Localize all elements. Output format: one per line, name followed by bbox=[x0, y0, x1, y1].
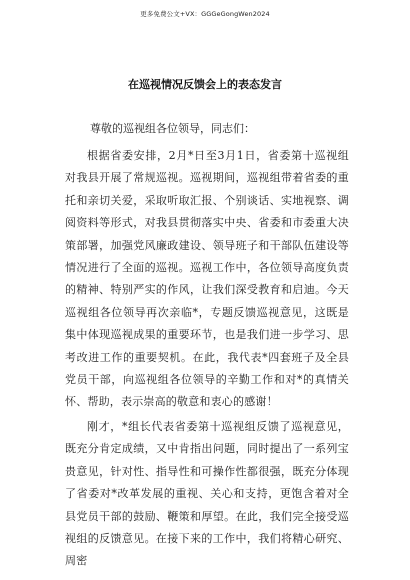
salutation: 尊敬的巡视组各位领导，同志们： bbox=[90, 122, 255, 135]
paragraph-2: 刚才，*组长代表省委第十巡视组反馈了巡视意见，既充分肯定成绩，又中肯指出问题，同时提出了一系列宝贵意见，针对性、指导性和可操作性都很强，既充分体现了省委对*改革发展的重视、关心和支持，更饱含着对全县党员干部的鼓励、鞭策和厚望。在此，我们完全接受巡视组的反馈意见。在接下来的工作中，我们将精心研究、周密 bbox=[65, 419, 349, 568]
paragraph-1: 根据省委安排，2月*日至3月1日，省委第十巡视组对我县开展了常规巡视。巡视期间，巡视组带着省委的重托和亲切关爱，采取听取汇报、个别谈话、实地视察、调阅资料等形式，对我县贯彻落实中央、省委和市委重大决策部署，加强党风廉政建设、领导班子和干部队伍建设等情况进行了全面的巡视。巡视工作中，各位领导高度负责的精神、特别严实的作风，让我们深受教育和启迪。今天巡视组各位领导再次亲临*，专题反馈巡视意见，这既是集中体现巡视成果的重要环节，也是我们进一步学习、思考改进工作的重要契机。在此，我代表*四套班子及全县党员干部，向巡视组各位领导的辛勤工作和对*的真情关怀、帮助，表示崇高的敬意和衷心的感谢！ bbox=[65, 149, 349, 409]
document-title: 在巡视情况反馈会上的表态发言 bbox=[128, 78, 282, 91]
header-note: 更多免费公文+VX：GGGeGongWen2024 bbox=[140, 10, 270, 18]
document-body bbox=[65, 145, 349, 575]
